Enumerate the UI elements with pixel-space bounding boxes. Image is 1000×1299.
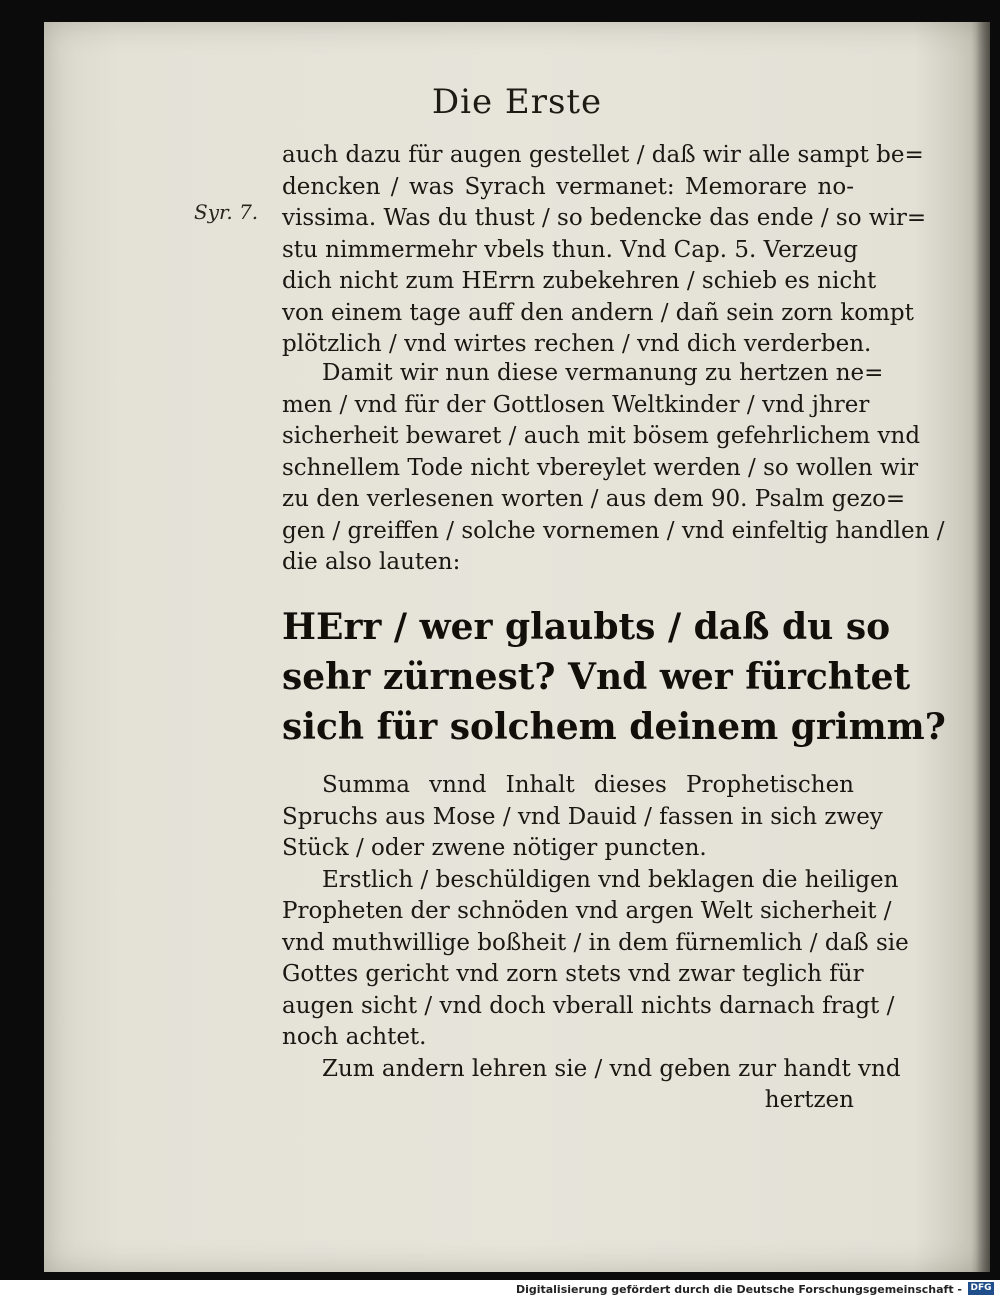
text-line: stu nimmermehr vbels thun. Vnd Cap. 5. Verzeug	[282, 236, 858, 263]
text-line: dich nicht zum HErrn zubekehren / schieb es nicht	[282, 268, 877, 294]
text-line: sicherheit bewaret / auch mit bösem gefehrlichem vnd	[282, 423, 921, 449]
book-page	[44, 22, 990, 1272]
text-line: Propheten der schnöden vnd argen Welt sicherheit /	[282, 898, 892, 924]
text-line: vnd muthwillige boßheit / in dem fürnemlich / daß sie	[282, 929, 909, 956]
text-line: plötzlich / vnd wirtes rechen / vnd dich verderben.	[282, 331, 872, 357]
margin-note: Syr. 7.	[194, 200, 259, 224]
funding-credit: Digitalisierung gefördert durch die Deutsche Forschungsgemeinschaft -	[515, 1283, 962, 1296]
text-line: Erstlich / beschüldigen vnd beklagen die heiligen	[322, 866, 899, 893]
catchword: hertzen	[764, 1087, 854, 1113]
text-line: zu den verlesenen worten / aus dem 90. Psalm gezo=	[282, 486, 906, 512]
text-line: dencken / was Syrach vermanet: Memorare no-	[282, 173, 854, 200]
running-head: Die Erste	[431, 82, 603, 122]
paragraph-3	[282, 770, 909, 1117]
psalm-verse-heading	[282, 602, 946, 752]
text-line: Damit wir nun diese vermanung zu hertzen ne=	[322, 360, 884, 386]
dfg-logo: DFG	[968, 1282, 994, 1295]
text-line: von einem tage auff den andern / dañ sein zorn kompt	[282, 299, 914, 326]
paragraph-1	[282, 140, 927, 361]
text-line: schnellem Tode nicht vbereylet werden / so wollen wir	[282, 454, 919, 481]
text-line: noch achtet.	[282, 1024, 427, 1050]
digitization-footer	[0, 1280, 1000, 1299]
text-line: Spruchs aus Mose / vnd Dauid / fassen in sich zwey	[282, 803, 883, 830]
text-line: die also lauten:	[282, 549, 461, 575]
heading-line: sich für solchem deinem grimm?	[282, 706, 946, 748]
text-line: Zum andern lehren sie / vnd geben zur handt vnd	[322, 1055, 901, 1082]
page-gutter-shadow	[976, 22, 990, 1272]
heading-line: HErr / wer glaubts / daß du so	[282, 606, 891, 648]
text-line: auch dazu für augen gestellet / daß wir alle sampt be=	[282, 142, 924, 168]
text-line: Gottes gericht vnd zorn stets vnd zwar teglich für	[282, 961, 864, 987]
text-line: vissima. Was du thust / so bedencke das ende / so wir=	[282, 205, 927, 231]
text-line: men / vnd für der Gottlosen Weltkinder / vnd jhrer	[282, 391, 870, 418]
text-line: gen / greiffen / solche vornemen / vnd einfeltig handlen /	[282, 517, 945, 544]
text-line: Summa vnnd Inhalt dieses Prophetischen	[322, 772, 854, 798]
paragraph-2	[282, 358, 945, 579]
text-line: Stück / oder zwene nötiger puncten.	[282, 835, 707, 861]
heading-line: sehr zürnest? Vnd wer fürchtet	[282, 656, 911, 698]
text-line: augen sicht / vnd doch vberall nichts darnach fragt /	[282, 992, 895, 1019]
